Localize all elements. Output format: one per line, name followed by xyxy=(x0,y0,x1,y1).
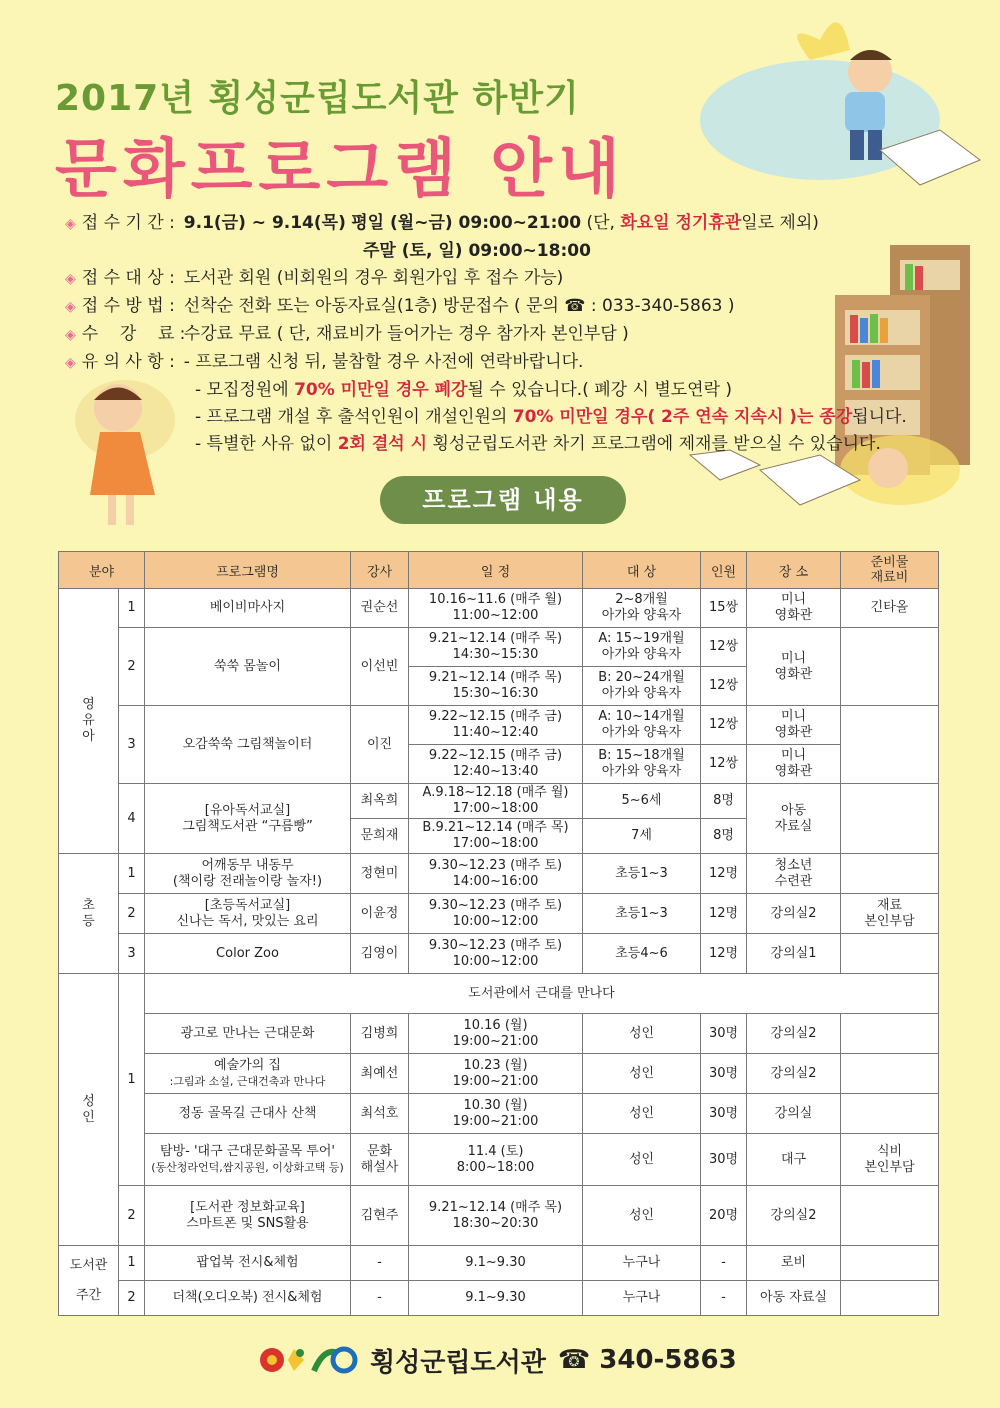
teacher: 최석호 xyxy=(351,1094,409,1134)
table-row xyxy=(59,1134,939,1186)
program-name xyxy=(145,1134,351,1186)
program-name xyxy=(145,1054,351,1094)
schedule: 10.30 (월) 19:00~21:00 xyxy=(409,1094,583,1134)
note-2 xyxy=(65,377,865,404)
note-3-text: - 프로그램 개설 후 출석인원이 개설인원의 xyxy=(195,407,513,427)
place: 강의실2 xyxy=(747,894,841,934)
teacher: 이진 xyxy=(351,706,409,784)
teacher: 이선빈 xyxy=(351,628,409,706)
schedule: 10.23 (월) 19:00~21:00 xyxy=(409,1054,583,1094)
title-line2: 문화프로그램 안내 xyxy=(55,133,626,207)
table-row xyxy=(59,589,939,628)
target: 성인 xyxy=(583,1094,701,1134)
table-row xyxy=(59,1014,939,1054)
info-weekend xyxy=(65,238,865,265)
count: 8명 xyxy=(701,819,747,854)
note-2-end: 될 수 있습니다.( 폐강 시 별도연락 ) xyxy=(467,380,733,400)
table-row xyxy=(59,934,939,974)
prep xyxy=(841,1014,939,1054)
library-logo-icon xyxy=(258,1343,358,1377)
table-row xyxy=(59,974,939,1014)
program-name: 쑥쑥 몸놀이 xyxy=(145,628,351,706)
row-number: 2 xyxy=(119,1281,145,1316)
note-4-red: 2회 결석 시 xyxy=(337,434,428,454)
section-title-badge: 프로그램 내용 xyxy=(380,476,626,524)
target: 누구나 xyxy=(583,1246,701,1281)
program-name: 어깨동무 내동무 (책이랑 전래놀이랑 놀자!) xyxy=(145,854,351,894)
schedule: 9.22~12.15 (매주 금) 11:40~12:40 xyxy=(409,706,583,745)
prep xyxy=(841,1281,939,1316)
place: 청소년 수련관 xyxy=(747,854,841,894)
count: 30명 xyxy=(701,1134,747,1186)
period-label: 접 수 기 간 : xyxy=(81,213,175,233)
table-row xyxy=(59,706,939,745)
schedule: 9.21~12.14 (매주 목) 18:30~20:30 xyxy=(409,1186,583,1246)
method-value: 선착순 전화 또는 아동자료실(1층) 방문접수 ( 문의 ☎ : 033-340-5863 ) xyxy=(183,296,735,316)
row-number: 2 xyxy=(119,894,145,934)
prep xyxy=(841,706,939,784)
place: 아동 자료실 xyxy=(747,784,841,854)
count: 12쌍 xyxy=(701,706,747,745)
row-number: 3 xyxy=(119,934,145,974)
count: 30명 xyxy=(701,1094,747,1134)
prep xyxy=(841,934,939,974)
teacher: 최옥희 xyxy=(351,784,409,819)
period-weekend: 주말 (토, 일) 09:00~18:00 xyxy=(363,241,591,261)
schedule: 9.30~12.23 (매주 토) 10:00~12:00 xyxy=(409,894,583,934)
place: 미니 영화관 xyxy=(747,589,841,628)
program-name: [도서관 정보화교육] 스마트폰 및 SNS활용 xyxy=(145,1186,351,1246)
info-notes xyxy=(65,349,865,377)
count: 12쌍 xyxy=(701,628,747,667)
footer-phone: ☎ 340-5863 xyxy=(557,1345,737,1375)
diamond-bullet-icon: ◈ xyxy=(65,327,76,343)
note-4-end: 횡성군립도서관 차기 프로그램에 제재를 받으실 수 있습니다. xyxy=(427,434,881,454)
info-target xyxy=(65,265,865,293)
table-row xyxy=(59,1281,939,1316)
schedule: B.9.21~12.14 (매주 목) 17:00~18:00 xyxy=(409,819,583,854)
program-name: [유아독서교실] 그림책도서관 “구름빵” xyxy=(145,784,351,854)
place: 강의실1 xyxy=(747,934,841,974)
teacher: 최예선 xyxy=(351,1054,409,1094)
table-row xyxy=(59,1094,939,1134)
teacher: 권순선 xyxy=(351,589,409,628)
place: 미니 영화관 xyxy=(747,628,841,706)
count: 12명 xyxy=(701,934,747,974)
category-infant: 영 유 아 xyxy=(59,589,119,854)
target: 성인 xyxy=(583,1186,701,1246)
info-period xyxy=(65,210,865,238)
prep: 재료 본인부담 xyxy=(841,894,939,934)
program-table xyxy=(58,551,939,1316)
diamond-bullet-icon: ◈ xyxy=(65,355,76,371)
note-3-red: 70% 미만일 경우( 2주 연속 지속시 )는 종강 xyxy=(512,407,853,427)
target-value: 도서관 회원 (비회원의 경우 회원가입 후 접수 가능) xyxy=(183,268,564,288)
program-name: 베이비마사지 xyxy=(145,589,351,628)
footer-library-name: 횡성군립도서관 xyxy=(370,1347,546,1378)
target: 성인 xyxy=(583,1014,701,1054)
count: 15쌍 xyxy=(701,589,747,628)
table-row xyxy=(59,628,939,667)
program-name: 팝업북 전시&체험 xyxy=(145,1246,351,1281)
table-row xyxy=(59,1186,939,1246)
program-name: Color Zoo xyxy=(145,934,351,974)
place: 미니 영화관 xyxy=(747,706,841,745)
schedule: 9.1~9.30 xyxy=(409,1246,583,1281)
prep xyxy=(841,854,939,894)
schedule: 11.4 (토) 8:00~18:00 xyxy=(409,1134,583,1186)
target: 초등1~3 xyxy=(583,894,701,934)
count: 8명 xyxy=(701,784,747,819)
col-header: 대 상 xyxy=(583,552,701,589)
col-header: 분야 xyxy=(59,552,145,589)
target: 5~6세 xyxy=(583,784,701,819)
row-number: 1 xyxy=(119,854,145,894)
diamond-bullet-icon: ◈ xyxy=(65,299,76,315)
place: 로비 xyxy=(747,1246,841,1281)
category-elementary: 초 등 xyxy=(59,854,119,974)
target: A: 15~19개월 아가와 양육자 xyxy=(583,628,701,667)
count: 30명 xyxy=(701,1054,747,1094)
teacher: - xyxy=(351,1281,409,1316)
schedule: 9.1~9.30 xyxy=(409,1281,583,1316)
count: 12명 xyxy=(701,894,747,934)
program-name: 광고로 만나는 근대문화 xyxy=(145,1014,351,1054)
method-label: 접 수 방 법 : xyxy=(81,296,175,316)
notes-label: 유 의 사 항 : xyxy=(81,352,175,372)
program-subtitle: (동산청라언덕,쌈지공원, 이상화고택 등) xyxy=(151,1160,344,1174)
col-header: 인원 xyxy=(701,552,747,589)
count: 30명 xyxy=(701,1014,747,1054)
program-subtitle: :그림과 소설, 근대건축과 만나다 xyxy=(169,1074,326,1088)
col-header: 준비물 재료비 xyxy=(841,552,939,589)
count: - xyxy=(701,1246,747,1281)
count: 20명 xyxy=(701,1186,747,1246)
teacher: 정현미 xyxy=(351,854,409,894)
fee-value: 수강료 무료 ( 단, 재료비가 들어가는 경우 참가자 본인부담 ) xyxy=(183,324,629,344)
place: 미니 영화관 xyxy=(747,745,841,784)
target: 성인 xyxy=(583,1054,701,1094)
target: 누구나 xyxy=(583,1281,701,1316)
target: 성인 xyxy=(583,1134,701,1186)
teacher: - xyxy=(351,1246,409,1281)
footer xyxy=(258,1340,737,1380)
place: 대구 xyxy=(747,1134,841,1186)
schedule: 10.16 (월) 19:00~21:00 xyxy=(409,1014,583,1054)
row-number: 1 xyxy=(119,974,145,1186)
series-heading: 도서관에서 근대를 만나다 xyxy=(145,974,939,1014)
table-row xyxy=(59,1246,939,1281)
count: - xyxy=(701,1281,747,1316)
prep: 식비 본인부담 xyxy=(841,1134,939,1186)
note-3 xyxy=(65,404,907,431)
period-weekday: 평일 (월~금) 09:00~21:00 xyxy=(351,213,582,233)
row-number: 1 xyxy=(119,589,145,628)
place: 강의실 xyxy=(747,1094,841,1134)
schedule: 9.21~12.14 (매주 목) 14:30~15:30 xyxy=(409,628,583,667)
period-note-red: 화요일 정기휴관 xyxy=(620,213,742,233)
note-4-text: - 특별한 사유 없이 xyxy=(195,434,338,454)
program-title: 예술가의 집 xyxy=(214,1057,281,1073)
col-header: 프로그램명 xyxy=(145,552,351,589)
program-name: [초등독서교실] 신나는 독서, 맛있는 요리 xyxy=(145,894,351,934)
schedule: 9.22~12.15 (매주 금) 12:40~13:40 xyxy=(409,745,583,784)
diamond-bullet-icon: ◈ xyxy=(65,216,76,232)
period-note: (단, xyxy=(586,213,621,233)
row-number: 2 xyxy=(119,1186,145,1246)
count: 12쌍 xyxy=(701,667,747,706)
col-header: 장 소 xyxy=(747,552,841,589)
prep xyxy=(841,1054,939,1094)
teacher: 김영이 xyxy=(351,934,409,974)
prep xyxy=(841,1246,939,1281)
fee-label: 수 강 료 : xyxy=(81,324,186,344)
program-title: 탐방- '대구 근대문화골목 투어' xyxy=(160,1143,335,1159)
program-name: 정동 골목길 근대사 산책 xyxy=(145,1094,351,1134)
count: 12쌍 xyxy=(701,745,747,784)
program-name: 오감쑥쑥 그림책놀이터 xyxy=(145,706,351,784)
target: 2~8개월 아가와 양육자 xyxy=(583,589,701,628)
target: A: 10~14개월 아가와 양육자 xyxy=(583,706,701,745)
note-1: - 프로그램 신청 뒤, 불참할 경우 사전에 연락바랍니다. xyxy=(183,352,584,372)
category-adult: 성 인 xyxy=(59,974,119,1246)
place: 아동 자료실 xyxy=(747,1281,841,1316)
prep xyxy=(841,628,939,706)
schedule: 9.30~12.23 (매주 토) 14:00~16:00 xyxy=(409,854,583,894)
info-method xyxy=(65,293,865,321)
teacher: 문화 해설사 xyxy=(351,1134,409,1186)
note-3-end: 됩니다. xyxy=(852,407,907,427)
table-row xyxy=(59,854,939,894)
place: 강의실2 xyxy=(747,1014,841,1054)
schedule: A.9.18~12.18 (매주 월) 17:00~18:00 xyxy=(409,784,583,819)
target: B: 20~24개월 아가와 양육자 xyxy=(583,667,701,706)
row-number: 2 xyxy=(119,628,145,706)
table-header-row xyxy=(59,552,939,589)
teacher: 문희재 xyxy=(351,819,409,854)
info-fee xyxy=(65,321,865,349)
program-name: 더책(오디오북) 전시&체험 xyxy=(145,1281,351,1316)
row-number: 1 xyxy=(119,1246,145,1281)
schedule: 10.16~11.6 (매주 월) 11:00~12:00 xyxy=(409,589,583,628)
col-header: 강사 xyxy=(351,552,409,589)
row-number: 3 xyxy=(119,706,145,784)
table-row xyxy=(59,784,939,819)
note-4 xyxy=(65,431,881,458)
table-row xyxy=(59,894,939,934)
place: 강의실2 xyxy=(747,1186,841,1246)
prep xyxy=(841,1094,939,1134)
schedule: 9.21~12.14 (매주 목) 15:30~16:30 xyxy=(409,667,583,706)
table-row xyxy=(59,1054,939,1094)
note-2-text: - 모집정원에 xyxy=(195,380,295,400)
diamond-bullet-icon: ◈ xyxy=(65,271,76,287)
target: 7세 xyxy=(583,819,701,854)
prep: 긴타올 xyxy=(841,589,939,628)
target: 초등1~3 xyxy=(583,854,701,894)
target: 초등4~6 xyxy=(583,934,701,974)
teacher: 김현주 xyxy=(351,1186,409,1246)
teacher: 김병희 xyxy=(351,1014,409,1054)
teacher: 이윤정 xyxy=(351,894,409,934)
target: B: 15~18개월 아가와 양육자 xyxy=(583,745,701,784)
info-section xyxy=(65,210,907,458)
col-header: 일 정 xyxy=(409,552,583,589)
prep xyxy=(841,784,939,854)
target-label: 접 수 대 상 : xyxy=(81,268,175,288)
prep xyxy=(841,1186,939,1246)
schedule: 9.30~12.23 (매주 토) 10:00~12:00 xyxy=(409,934,583,974)
period-note-end: 일로 제외) xyxy=(741,213,819,233)
count: 12명 xyxy=(701,854,747,894)
place: 강의실2 xyxy=(747,1054,841,1094)
period-dates: 9.1(금) ~ 9.14(목) xyxy=(183,213,346,233)
row-number: 4 xyxy=(119,784,145,854)
category-library-week: 도서관 주간 xyxy=(59,1246,119,1316)
note-2-red: 70% 미만일 경우 폐강 xyxy=(294,380,468,400)
title-line1: 2017년 횡성군립도서관 하반기 xyxy=(55,78,580,119)
